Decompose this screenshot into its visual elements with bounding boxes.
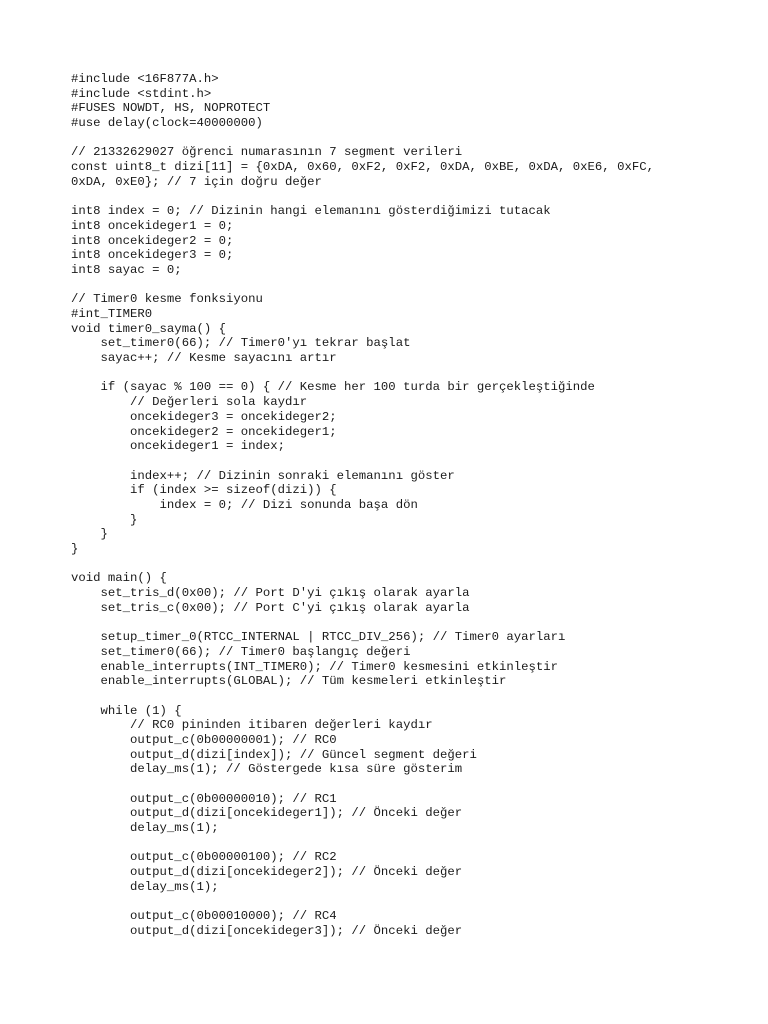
code-line: }: [71, 542, 79, 556]
code-line: delay_ms(1);: [71, 821, 219, 836]
code-line: void main() {: [71, 571, 167, 586]
code-line: #FUSES NOWDT, HS, NOPROTECT: [71, 101, 271, 116]
code-line: oncekideger3 = oncekideger2;: [71, 409, 337, 424]
code-line: if (index >= sizeof(dizi)) {: [71, 483, 337, 498]
code-line: #int_TIMER0: [71, 307, 153, 321]
code-line: }: [71, 512, 138, 527]
code-line: output_c(0b00010000); // RC4: [71, 909, 337, 924]
code-line: #use delay(clock=40000000): [71, 116, 263, 131]
code-line: set_timer0(66); // Timer0'yı tekrar başlat: [71, 336, 411, 351]
code-line: oncekideger2 = oncekideger1;: [71, 424, 337, 439]
code-line: set_timer0(66); // Timer0 başlangıç değeri: [71, 644, 411, 659]
code-line: oncekideger1 = index;: [71, 439, 286, 454]
code-line: int8 sayac = 0;: [71, 262, 182, 277]
code-line: set_tris_d(0x00); // Port D'yi çıkış olarak ayarla: [71, 586, 470, 601]
code-line: [71, 689, 748, 704]
code-line: output_d(dizi[index]); // Güncel segment değeri: [71, 747, 477, 762]
code-line: void timer0_sayma() {: [71, 321, 226, 336]
code-line: // 21332629027 öğrenci numarasının 7 segment verileri: [71, 145, 463, 160]
code-line: int8 oncekideger1 = 0;: [71, 218, 234, 233]
code-line: [71, 615, 748, 630]
code-line: output_d(dizi[oncekideger3]); // Önceki değer: [71, 923, 463, 938]
code-line: [71, 836, 748, 851]
code-line: [71, 131, 748, 146]
code-line: int8 index = 0; // Dizinin hangi elemanını gösterdiğimizi tutacak: [71, 204, 551, 219]
code-line: int8 oncekideger3 = 0;: [71, 248, 234, 263]
code-line: enable_interrupts(INT_TIMER0); // Timer0 kesmesini etkinleştir: [71, 659, 559, 674]
code-line: output_d(dizi[oncekideger2]); // Önceki değer: [71, 865, 463, 880]
code-line: 0xDA, 0xE0}; // 7 için doğru değer: [71, 174, 322, 189]
code-line: #include <16F877A.h>: [71, 72, 219, 86]
code-line: // Değerleri sola kaydır: [71, 395, 308, 410]
code-line: delay_ms(1); // Göstergede kısa süre gösterim: [71, 762, 463, 777]
code-line: }: [71, 527, 108, 542]
code-line: if (sayac % 100 == 0) { // Kesme her 100 turda bir gerçekleştiğinde: [71, 380, 595, 395]
code-line: // Timer0 kesme fonksiyonu: [71, 292, 263, 307]
code-line: index++; // Dizinin sonraki elemanını göster: [71, 468, 455, 483]
code-line: output_c(0b00000100); // RC2: [71, 850, 337, 865]
code-line: #include <stdint.h>: [71, 86, 212, 101]
code-line: [71, 454, 748, 469]
code-line: while (1) {: [71, 703, 182, 718]
code-line: output_c(0b00000001); // RC0: [71, 732, 337, 747]
code-document: [71, 72, 748, 939]
code-line: index = 0; // Dizi sonunda başa dön: [71, 497, 418, 512]
code-line: delay_ms(1);: [71, 879, 219, 894]
code-line: int8 oncekideger2 = 0;: [71, 233, 234, 248]
code-line: output_d(dizi[oncekideger1]); // Önceki değer: [71, 806, 463, 821]
code-line: enable_interrupts(GLOBAL); // Tüm kesmeleri etkinleştir: [71, 674, 507, 689]
code-line: [71, 895, 748, 910]
code-line: [71, 190, 748, 205]
code-line: [71, 278, 748, 293]
code-line: [71, 366, 748, 381]
code-line: sayac++; // Kesme sayacını artır: [71, 351, 337, 366]
code-line: // RC0 pininden itibaren değerleri kaydır: [71, 718, 433, 733]
code-line: [71, 777, 748, 792]
code-line: setup_timer_0(RTCC_INTERNAL | RTCC_DIV_256); // Timer0 ayarları: [71, 630, 566, 645]
code-line: const uint8_t dizi[11] = {0xDA, 0x60, 0xF2, 0xF2, 0xDA, 0xBE, 0xDA, 0xE6, 0xFC,: [71, 160, 654, 175]
code-line: output_c(0b00000010); // RC1: [71, 791, 337, 806]
code-line: set_tris_c(0x00); // Port C'yi çıkış olarak ayarla: [71, 600, 470, 615]
code-line: [71, 557, 748, 572]
